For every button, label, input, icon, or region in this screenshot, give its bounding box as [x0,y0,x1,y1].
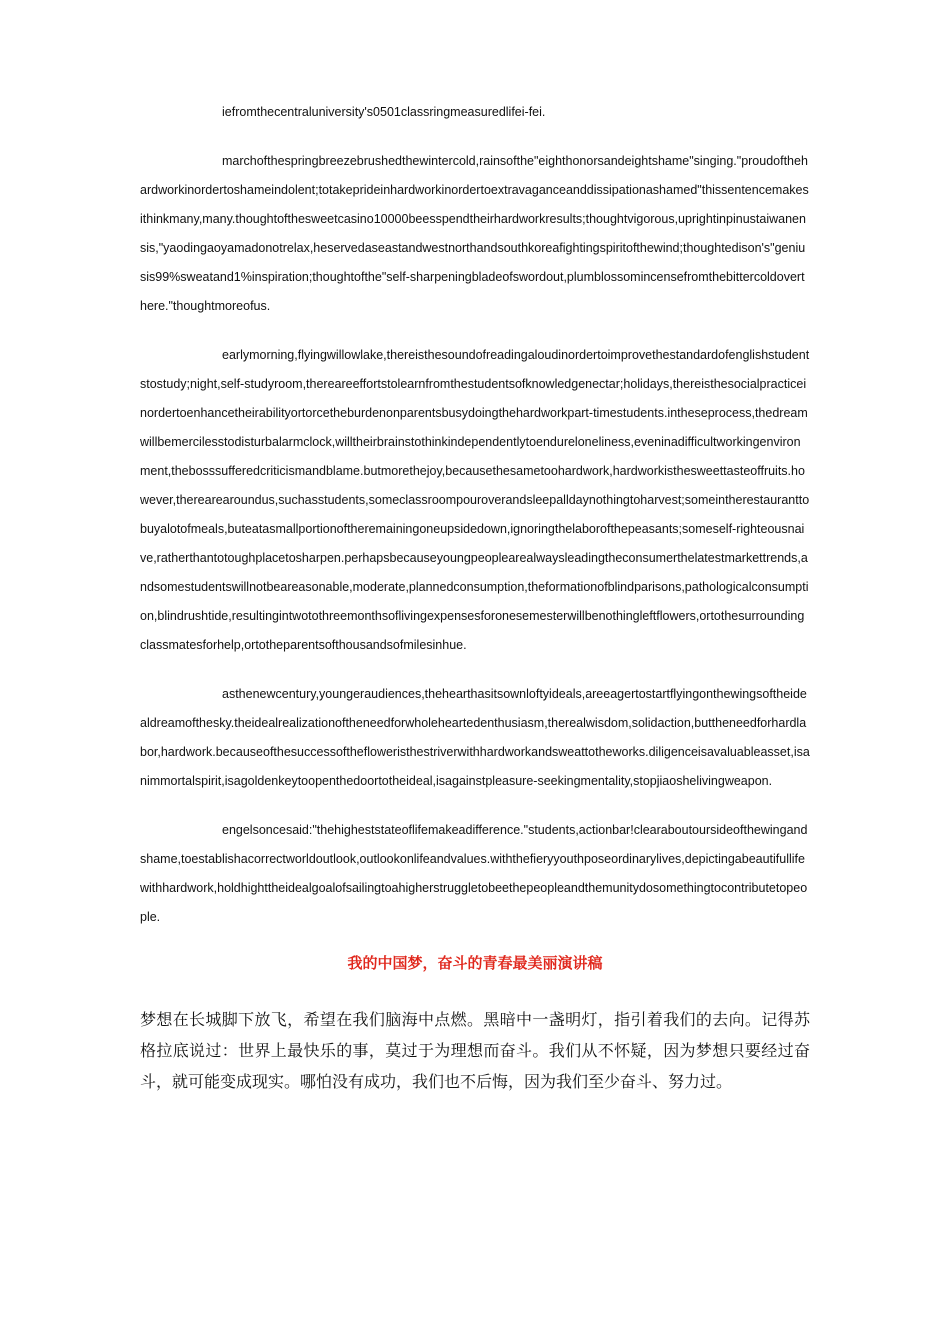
english-paragraph-4: asthenewcentury,youngeraudiences,thehearthasitsownloftyideals,areeagertostartflyingonthewingsoftheidealdreamofthesky.theidealrealizationoftheneedforwholeheartedenthusiasm,therealwisdom,solidaction,buttheneedforhardlabor,hardwork.becauseofthesuccessofthefloweristhestriverwithhardworkandsweattotheworks.diligenceisavaluableasset,isanimmortalspirit,isagoldenkeytoopenthedoortotheideal,isagainstpleasure-seekingmentality,stopjiaoshelivingweapon. [140,687,810,788]
english-paragraph-2: marchofthespringbreezebrushedthewintercold,rainsofthe"eighthonorsandeightshame"singing."proudofthehardworkinordertoshameindolent;totakeprideinhardworkinordertoextravaganceanddissipationashamed"thissentencemakesithinkmany,many.thoughtofthesweetcasino10000beesspendtheirhardworkresults;thoughtvigorous,uprightinpinustaiwanensis,"yaodingaoyamadonotrelax,heservedaseastandwestnorthandsouthkoreafightingspiritofthewind;thoughtedison's"geniusis99%sweatand1%inspiration;thoughtofthe"self-sharpeningbladeofswordout,plumblossomincensefromthebittercoldoverthere."thoughtmoreofus. [140,154,809,313]
document-page [140,98,810,1097]
english-paragraph-3: earlymorning,flyingwillowlake,thereisthesoundofreadingaloudinordertoimprovethestandardofenglishstudentstostudy;night,self-studyroom,thereareeffortstolearnfromthestudentsofknowledgenectar;holidays,thereisthesocialpracticeinordertoenhancetheirabilityortorcetheburdenonparentsbusydoingthehardworkpart-timestudents.intheseprocess,thedreamwillbemercilesstodisturbalarmclock,willtheirbrainstothinkindependentlytoendureloneliness,eveninadifficultworkingenvironment,thebosssufferedcriticismandblame.butmorethejoy,becausethesametoohardwork,hardworkisthesweettasteoffruits.however,therearearoundus,suchasstudents,someclassroompouroverandsleepalldaynothingtoharvest;someintherestauranttobuyalotofmeals,buteatasmallportionoftheremainingoneupsidedown,ignoringthelaborofthepeasants;someself-righteousnaive,ratherthantotoughplacetosharpen.perhapsbecauseyoungpeoplearealwaysleadingtheconsumerthelatestmarkettrends,andsomestudentswillnotbeareasonable,moderate,plannedconsumption,theformationofblindparisons,pathologicalconsumption,blindrushtide,resultingintwotothreemonthsoflivingexpensesforonesemesterwillbenothingleftflowers,ortothesurroundingclassmatesforhelp,ortotheparentsofthousandsofmilesinhue. [140,348,810,652]
chinese-paragraph: 梦想在长城脚下放飞，希望在我们脑海中点燃。黑暗中一盏明灯，指引着我们的去向。记得苏格拉底说过：世界上最快乐的事，莫过于为理想而奋斗。我们从不怀疑，因为梦想只要经过奋斗，就可能变成现实。哪怕没有成功，我们也不后悔，因为我们至少奋斗、努力过。 [140,1010,810,1091]
english-paragraph-5: engelsoncesaid:"thehigheststateoflifemakeadifference."students,actionbar!clearaboutoursideofthewingandshame,toestablishacorrectworldoutlook,outlookonlifeandvalues.withthefieryyouthposeordinarylives,depictingabeautifullifewithhardwork,holdhighttheidealgoalofsailingtoahigherstruggletobeethepeopleandthemunitydosomethingtocontributetopeople. [140,823,808,924]
english-paragraph-1: iefromthecentraluniversity's0501classringmeasuredlifei-fei. [222,105,546,119]
chinese-title: 我的中国梦，奋斗的青春最美丽演讲稿 [347,954,603,972]
